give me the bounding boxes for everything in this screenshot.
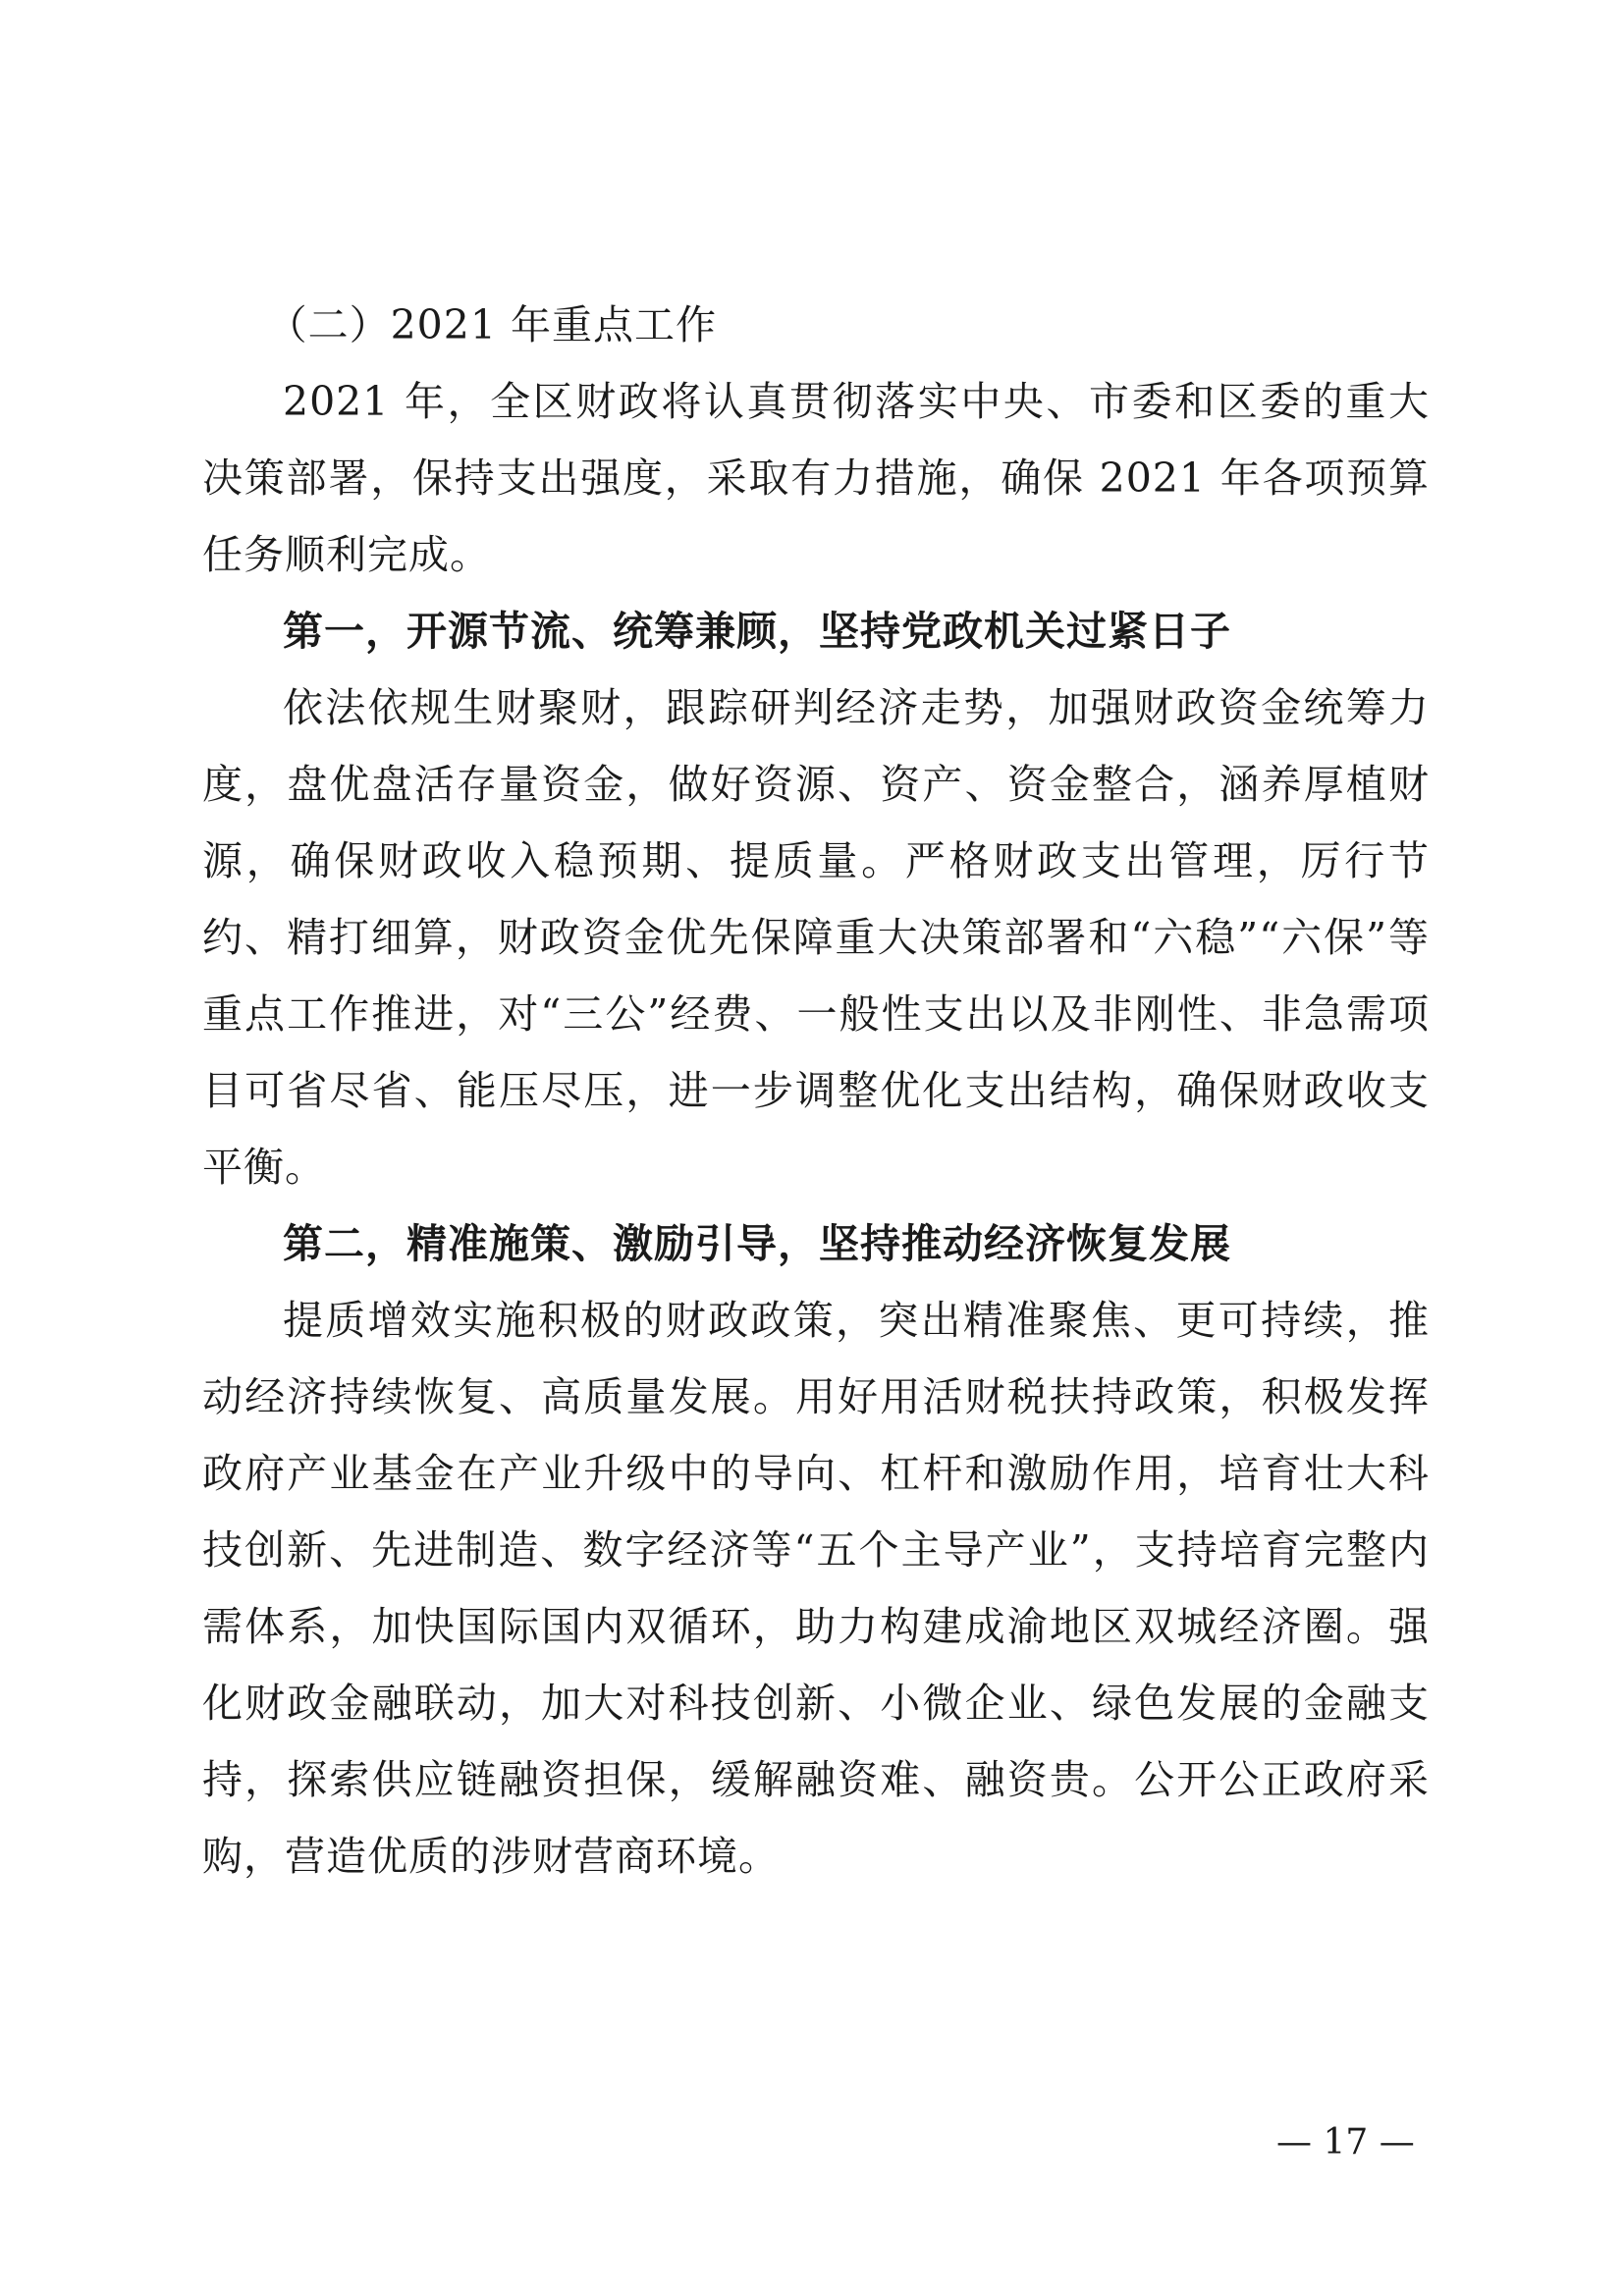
item-2-heading: 第二，精准施策、激励引导，坚持推动经济恢复发展 [283, 1220, 1231, 1267]
item-1-heading: 第一，开源节流、统筹兼顾，坚持党政机关过紧日子 [283, 608, 1231, 655]
intro-paragraph: 2021 年，全区财政将认真贯彻落实中央、市委和区委的重大决策部署，保持支出强度，采取有力措施，确保 2021 年各项预算任务顺利完成。 [202, 378, 1430, 578]
page-number: — 17 — [1276, 2122, 1415, 2163]
section-title: （二）2021 年重点工作 [266, 301, 717, 348]
item-1-paragraph: 依法依规生财聚财，跟踪研判经济走势，加强财政资金统筹力度，盘优盘活存量资金，做好资源、资产、资金整合，涵养厚植财源，确保财政收入稳预期、提质量。严格财政支出管理，厉行节约、精打细算，财政资金优先保障重大决策部署和“六稳”“六保”等重点工作推进，对“三公”经费、一般性支出以及非刚性、非急需项目可省尽省、能压尽压，进一步调整优化支出结构，确保财政收支平衡。 [202, 684, 1430, 1191]
document-body [202, 287, 1430, 1895]
item-2-paragraph: 提质增效实施积极的财政政策，突出精准聚焦、更可持续，推动经济持续恢复、高质量发展。用好用活财税扶持政策，积极发挥政府产业基金在产业升级中的导向、杠杆和激励作用，培育壮大科技创新、先进制造、数字经济等“五个主导产业”，支持培育完整内需体系，加快国际国内双循环，助力构建成渝地区双城经济圈。强化财政金融联动，加大对科技创新、小微企业、绿色发展的金融支持，探索供应链融资担保，缓解融资难、融资贵。公开公正政府采购，营造优质的涉财营商环境。 [202, 1297, 1430, 1880]
